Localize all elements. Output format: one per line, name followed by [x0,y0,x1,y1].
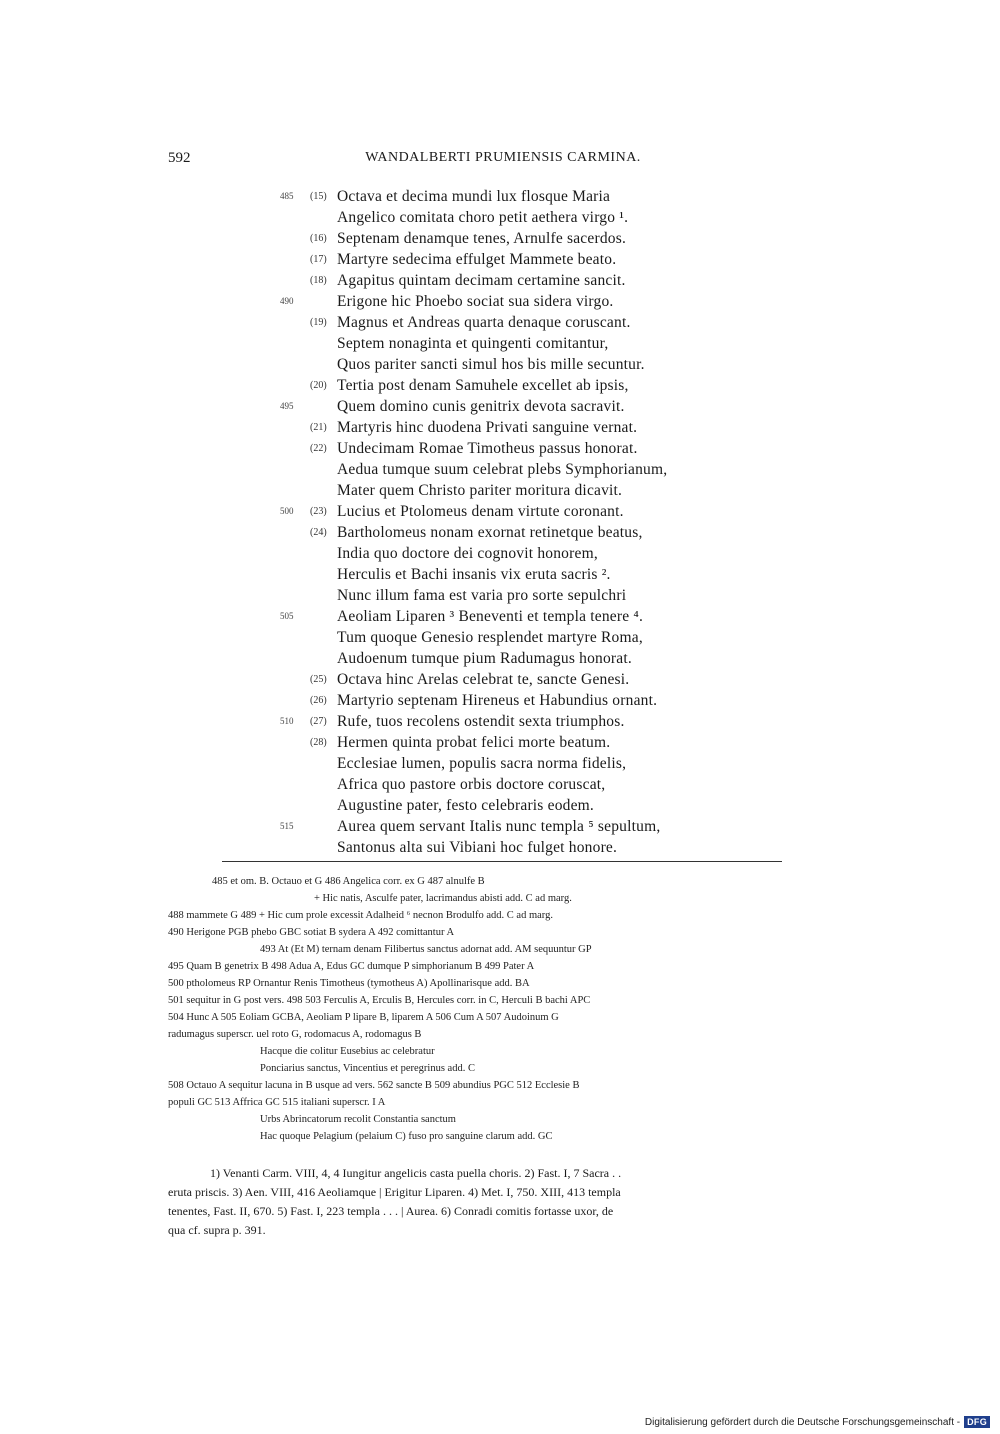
verse-day-marker: (20) [310,380,327,391]
verse-line [280,627,760,648]
dfg-logo: DFG [964,1416,990,1428]
apparatus-line: + Hic natis, Asculfe pater, lacrimandus abisti add. C ad marg. [314,893,572,904]
verse-text: Herculis et Bachi insanis vix eruta sacris ². [337,566,611,583]
verse-line [280,354,760,375]
verse-text: Martyris hinc duodena Privati sanguine vernat. [337,419,638,436]
verse-line [280,543,760,564]
verse-line [280,375,760,396]
verse-day-marker: (28) [310,737,327,748]
verse-text: Septenam denamque tenes, Arnulfe sacerdos. [337,230,627,247]
verse-day-marker: (15) [310,191,327,202]
verse-text: Quos pariter sancti simul hos bis mille secuntur. [337,356,645,373]
digitization-credit [645,1416,990,1428]
verse-line [280,522,760,543]
verse-text: Martyre sedecima effulget Mammete beato. [337,251,617,268]
apparatus-line: Hacque die colitur Eusebius ac celebratur [260,1046,435,1057]
footnote-line: tenentes, Fast. II, 670. 5) Fast. I, 223 templa . . . | Aurea. 6) Conradi comitis fortasse uxor, de [168,1204,614,1218]
verse-text: Augustine pater, festo celebraris eodem. [337,797,595,814]
verse-line-number: 490 [280,296,294,306]
verse-text: Octava hinc Arelas celebrat te, sancte Genesi. [337,671,630,688]
verse-line [280,690,760,711]
verse-day-marker: (19) [310,317,327,328]
verse-line [280,732,760,753]
verse-text: Angelico comitata choro petit aethera virgo ¹. [337,209,629,226]
verse-text: Santonus alta sui Vibiani hoc fulget honore. [337,839,618,856]
verse-line [280,459,760,480]
apparatus-line: Ponciarius sanctus, Vincentius et peregrinus add. C [260,1063,475,1074]
verse-text: Quem domino cunis genitrix devota sacravit. [337,398,625,415]
verse-line [280,249,760,270]
apparatus-line: 504 Hunc A 505 Eoliam GCBA, Aeoliam P lipare B, liparem A 506 Cum A 507 Audoinum G [168,1012,559,1023]
verse-line [280,207,760,228]
verse-day-marker: (21) [310,422,327,433]
verse-line [280,564,760,585]
verse-day-marker: (24) [310,527,327,538]
apparatus-line: 501 sequitur in G post vers. 498 503 Ferculis A, Erculis B, Hercules corr. in C, Herculi B bachi APC [168,995,591,1006]
verse-line [280,291,760,312]
verse-line [280,333,760,354]
verse-line [280,480,760,501]
footnote-line: eruta priscis. 3) Aen. VIII, 416 Aeoliamque | Erigitur Liparen. 4) Met. I, 750. XIII, 413 templa [168,1185,621,1199]
verse-day-marker: (22) [310,443,327,454]
verse-text: Aurea quem servant Italis nunc templa ⁵ sepultum, [337,818,661,835]
verse-text: Aeoliam Liparen ³ Beneventi et templa tenere ⁴. [337,608,644,625]
verse-line [280,186,760,207]
verse-day-marker: (26) [310,695,327,706]
verse-day-marker: (16) [310,233,327,244]
verse-text: Aedua tumque suum celebrat plebs Symphorianum, [337,461,668,478]
verse-line-number: 495 [280,401,294,411]
footnotes [168,1164,838,1240]
verse-text: India quo doctore dei cognovit honorem, [337,545,598,562]
verse-line [280,753,760,774]
verse-text: Martyrio septenam Hireneus et Habundius ornant. [337,692,658,709]
apparatus-line: radumagus superscr. uel roto G, rodomacus A, rodomagus B [168,1029,422,1040]
apparatus-line: populi GC 513 Affrica GC 515 italiani superscr. I A [168,1097,386,1108]
verse-line [280,669,760,690]
verse-line [280,270,760,291]
verse-line [280,438,760,459]
verse-text: Mater quem Christo pariter moritura dicavit. [337,482,623,499]
verse-text: Magnus et Andreas quarta denaque coruscant. [337,314,631,331]
verse-text: Tum quoque Genesio resplendet martyre Roma, [337,629,643,646]
verse-line [280,606,760,627]
critical-apparatus [168,873,838,1145]
verse-text: Bartholomeus nonam exornat retinetque beatus, [337,524,643,541]
verse-line [280,711,760,732]
verse-text: Hermen quinta probat felici morte beatum. [337,734,611,751]
verse-line [280,816,760,837]
verse-text: Africa quo pastore orbis doctore coruscat, [337,776,606,793]
verse-line [280,795,760,816]
page-header [168,150,838,174]
credit-text: Digitalisierung gefördert durch die Deutsche Forschungsgemeinschaft - [644,1416,961,1428]
verse-line-number: 515 [280,821,294,831]
apparatus-line: 508 Octauo A sequitur lacuna in B usque ad vers. 562 sancte B 509 abundius PGC 512 Ecclesie B [168,1080,580,1091]
verse-day-marker: (27) [310,716,327,727]
verse-line [280,837,760,858]
verse-line [280,417,760,438]
verse-line-number: 505 [280,611,294,621]
verse-text: Ecclesiae lumen, populis sacra norma fidelis, [337,755,627,772]
footnote-divider [222,861,782,862]
apparatus-line: 495 Quam B genetrix B 498 Adua A, Edus GC dumque P simphorianum B 499 Pater A [168,961,535,972]
verse-text: Octava et decima mundi lux flosque Maria [337,188,611,205]
verse-line [280,501,760,522]
verse-line [280,585,760,606]
apparatus-line: 493 At (Et M) ternam denam Filibertus sanctus adornat add. AM sequuntur GP [260,944,592,955]
verse-line-number: 485 [280,191,294,201]
verse-day-marker: (23) [310,506,327,517]
footnote-line: 1) Venanti Carm. VIII, 4, 4 Iungitur angelicis casta puella choris. 2) Fast. I, 7 Sacra . . [210,1166,622,1180]
verse-text: Lucius et Ptolomeus denam virtute coronant. [337,503,624,520]
verse-text: Erigone hic Phoebo sociat sua sidera virgo. [337,293,614,310]
verse-line-number: 500 [280,506,294,516]
verse-text: Undecimam Romae Timotheus passus honorat. [337,440,638,457]
apparatus-line: 500 ptholomeus RP Ornantur Renis Timotheus (tymotheus A) Apollinarisque add. BA [168,978,530,989]
verse-day-marker: (25) [310,674,327,685]
verse-text: Agapitus quintam decimam certamine sancit. [337,272,626,289]
apparatus-line: Urbs Abrincatorum recolit Constantia sanctum [260,1114,456,1125]
poem-text [280,186,760,858]
verse-text: Rufe, tuos recolens ostendit sexta triumphos. [337,713,625,730]
verse-line [280,228,760,249]
running-title: WANDALBERTI PRUMIENSIS CARMINA. [365,150,641,165]
apparatus-line: 490 Herigone PGB phebo GBC sotiat B sydera A 492 comittantur A [168,927,455,938]
footnote-line: qua cf. supra p. 391. [168,1223,266,1237]
verse-day-marker: (17) [310,254,327,265]
page-number: 592 [168,150,191,166]
apparatus-line: 488 mammete G 489 + Hic cum prole excessit Adalheid ⁶ necnon Brodulfo add. C ad marg. [168,910,553,921]
verse-text: Nunc illum fama est varia pro sorte sepulchri [337,587,627,604]
verse-line [280,312,760,333]
verse-day-marker: (18) [310,275,327,286]
verse-line [280,648,760,669]
verse-text: Septem nonaginta et quingenti comitantur, [337,335,609,352]
verse-line-number: 510 [280,716,294,726]
verse-line [280,396,760,417]
verse-line [280,774,760,795]
verse-text: Audoenum tumque pium Radumagus honorat. [337,650,632,667]
apparatus-line: Hac quoque Pelagium (pelaium C) fuso pro sanguine clarum add. GC [260,1131,553,1142]
apparatus-line: 485 et om. B. Octauo et G 486 Angelica corr. ex G 487 alnulfe B [212,876,485,887]
verse-text: Tertia post denam Samuhele excellet ab ipsis, [337,377,629,394]
